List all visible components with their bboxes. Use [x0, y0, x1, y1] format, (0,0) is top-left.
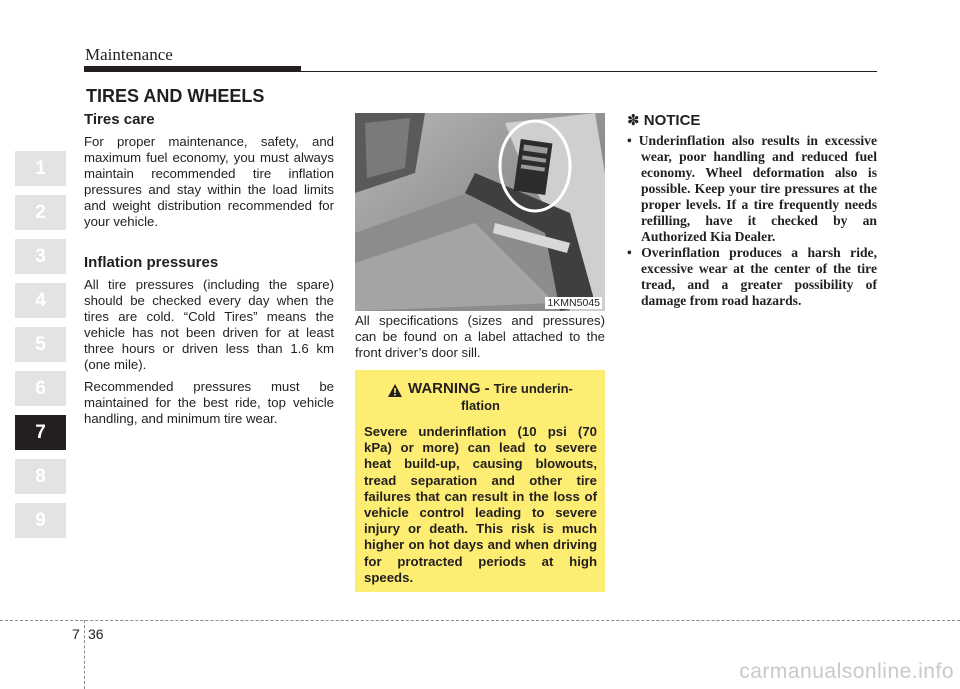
header-title: Maintenance	[85, 45, 173, 64]
chapter-tab-2[interactable]: 2	[15, 195, 66, 230]
notice-title: ✽ NOTICE	[627, 112, 701, 129]
right-column	[627, 111, 877, 309]
header-bar	[84, 66, 301, 72]
warning-body: Severe underinflation (10 psi (70 kPa) or more) can lead to severe heat build-up, causing blowouts, tread separation and other tire failures that can result in the loss of vehicle control leading to severe injury or death. This risk is much higher on hot days and when driving for protracted periods at high speeds.	[364, 424, 597, 585]
middle-column-text	[355, 313, 605, 367]
chapter-tab-8[interactable]: 8	[15, 459, 66, 494]
inflation-heading: Inflation pressures	[84, 254, 219, 271]
warning-subject-line-1: Tire underin-	[493, 381, 573, 396]
left-column	[84, 111, 334, 433]
warning-label: WARNING -	[408, 380, 490, 397]
notice-item-underinflation: • Underinflation also results in excessive wear, poor handling and reduced fuel economy. Wheel deformation also is possible. Keep your tire pressures at the proper levels. If a tire frequently needs refilling, have it checked by an Authorized Kia Dealer.	[627, 133, 877, 244]
warning-triangle-icon	[388, 384, 402, 397]
inflation-para-1: All tire pressures (including the spare) should be checked every day when the tires are cold. “Cold Tires” means the vehicle has not been driven for at least three hours or driven less than 1.6 km (one mile).	[84, 277, 334, 372]
footer-vertical-rule	[84, 620, 85, 689]
section-title: TIRES AND WHEELS	[86, 86, 265, 106]
chapter-tab-5[interactable]: 5	[15, 327, 66, 362]
footer-rule	[0, 620, 960, 621]
warning-header	[388, 380, 597, 397]
warning-box	[355, 370, 605, 592]
chapter-tab-7[interactable]: 7	[15, 415, 66, 450]
chapter-tab-6[interactable]: 6	[15, 371, 66, 406]
chapter-tabs	[15, 151, 66, 547]
chapter-tab-4[interactable]: 4	[15, 283, 66, 318]
warning-subject-line-2: flation	[461, 398, 500, 413]
chapter-tab-1[interactable]: 1	[15, 151, 66, 186]
page-chapter-number: 7	[72, 626, 80, 642]
label-location-text: All specifications (sizes and pressures) can be found on a label attached to the front driver’s door sill.	[355, 313, 605, 360]
header-rule	[300, 71, 877, 72]
door-sill-label-photo	[355, 113, 605, 311]
tires-care-body: For proper maintenance, safety, and maximum fuel economy, you must always maintain recommended tire inflation pressures and stay within the load limits and weight distribution recommended for your vehicle.	[84, 134, 334, 229]
door-sill-illustration	[355, 113, 605, 311]
watermark: carmanualsonline.info	[739, 660, 954, 683]
notice-item-overinflation: • Overinflation produces a harsh ride, excessive wear at the center of the tire tread, and a greater possibility of damage from road hazards.	[627, 245, 877, 308]
chapter-tab-9[interactable]: 9	[15, 503, 66, 538]
tires-care-heading: Tires care	[84, 111, 155, 128]
page-number: 36	[88, 626, 104, 642]
chapter-tab-3[interactable]: 3	[15, 239, 66, 274]
photo-code: 1KMN5045	[547, 297, 600, 309]
notice-list	[627, 133, 877, 309]
inflation-para-2: Recommended pressures must be maintained for the best ride, top vehicle handling, and minimum tire wear.	[84, 379, 334, 426]
